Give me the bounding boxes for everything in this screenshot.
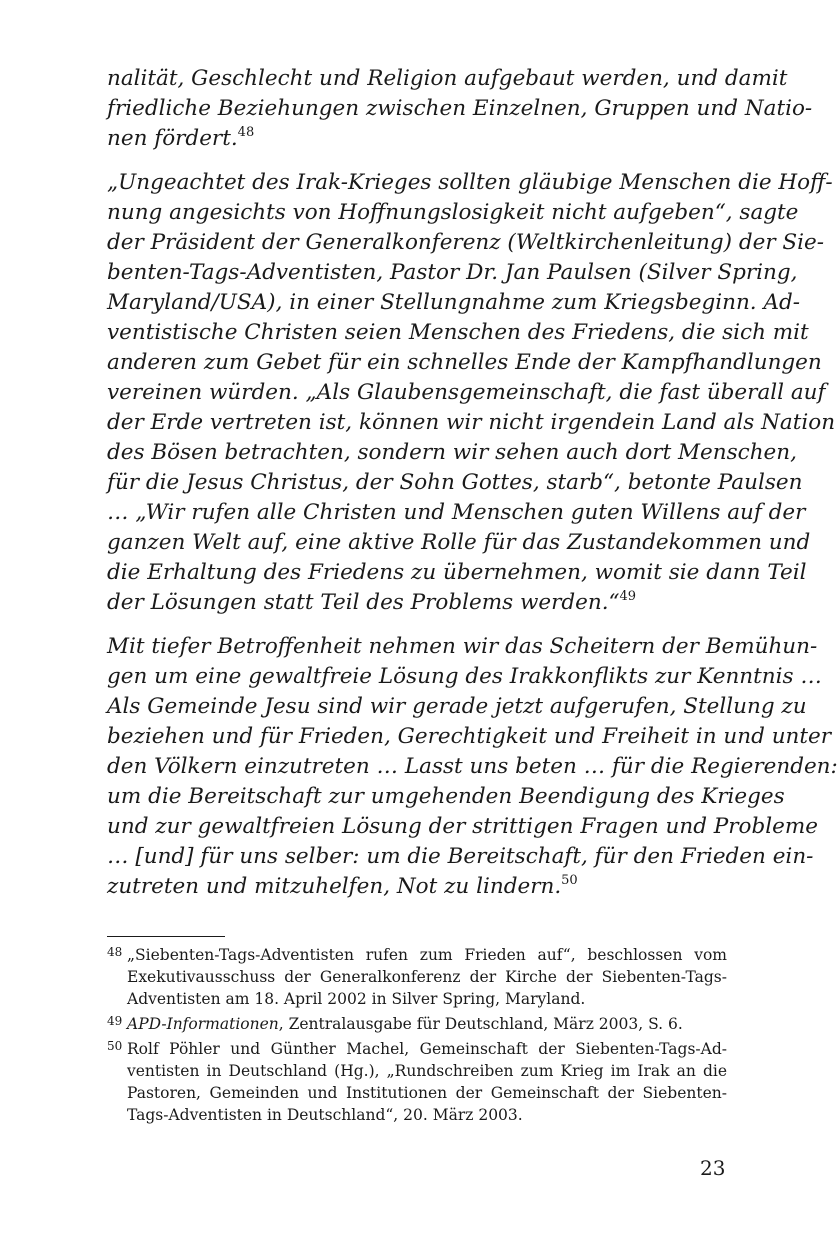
text-line: ganzen Welt auf, eine aktive Rolle für das Zustandekommen und xyxy=(107,530,811,555)
footnote-number: 49 xyxy=(107,1014,123,1028)
footnote-text: , Zentralausgabe für Deutschland, März 2003, S. 6. xyxy=(278,1015,683,1033)
text-line: der Erde vertreten ist, können wir nicht irgendein Land als Nation xyxy=(107,410,836,435)
footnote-line: Rolf Pöhler und Günther Machel, Gemeinschaft der Siebenten-Tags-Ad- xyxy=(127,1040,727,1058)
text-line: „Ungeachtet des Irak-Krieges sollten gläubige Menschen die Hoff- xyxy=(107,170,833,195)
text-line: gen um eine gewaltfreie Lösung des Irakkonflikts zur Kenntnis … xyxy=(107,664,822,689)
text-line: friedliche Beziehungen zwischen Einzelnen, Gruppen und Natio- xyxy=(107,96,813,121)
footnote-ref-49: 49 xyxy=(619,589,637,604)
footnote-ref-48: 48 xyxy=(237,125,255,140)
footnote-line: ventisten in Deutschland (Hg.), „Rundschreiben zum Krieg im Irak an die xyxy=(127,1062,727,1080)
footnote-48 xyxy=(107,944,727,1010)
footnote-line: Tags-Adventisten in Deutschland“, 20. März 2003. xyxy=(127,1106,523,1124)
footnote-number: 48 xyxy=(107,945,123,959)
text-line: um die Bereitschaft zur umgehenden Beendigung des Krieges xyxy=(107,784,785,809)
text-line: den Völkern einzutreten … Lasst uns beten … für die Regierenden: xyxy=(107,754,838,779)
text-line: … [und] für uns selber: um die Bereitschaft, für den Frieden ein- xyxy=(107,844,814,869)
publication-title: APD-Informationen xyxy=(127,1015,279,1033)
text-line: und zur gewaltfreien Lösung der strittigen Fragen und Probleme xyxy=(107,814,818,839)
footnote-line xyxy=(127,1013,727,1035)
text-line: die Erhaltung des Friedens zu übernehmen, womit sie dann Teil xyxy=(107,560,807,585)
text-line: für die Jesus Christus, der Sohn Gottes, starb“, betonte Paulsen xyxy=(107,470,803,495)
footnote-number: 50 xyxy=(107,1039,123,1053)
footnote-50 xyxy=(107,1038,727,1126)
text-line: des Bösen betrachten, sondern wir sehen auch dort Menschen, xyxy=(107,440,797,465)
text-span: zutreten und mitzuhelfen, Not zu lindern. xyxy=(107,874,562,899)
footnote-line: Adventisten am 18. April 2002 in Silver Spring, Maryland. xyxy=(127,990,586,1008)
text-line: benten-Tags-Adventisten, Pastor Dr. Jan Paulsen (Silver Spring, xyxy=(107,260,798,285)
footnote-ref-50: 50 xyxy=(561,873,578,888)
text-line xyxy=(107,872,727,902)
text-line xyxy=(107,588,727,618)
text-line: anderen zum Gebet für ein schnelles Ende der Kampfhandlungen xyxy=(107,350,822,375)
text-line: nung angesichts von Hoffnungslosigkeit nicht aufgeben“, sagte xyxy=(107,200,799,225)
footnote-line: „Siebenten-Tags-Adventisten rufen zum Frieden auf“, beschlossen vom xyxy=(127,946,727,964)
text-line xyxy=(107,124,727,154)
footnote-line: Pastoren, Gemeinden und Institutionen der Gemeinschaft der Siebenten- xyxy=(127,1084,727,1102)
text-line: ventistische Christen seien Menschen des Friedens, die sich mit xyxy=(107,320,809,345)
footnote-line: Exekutivausschuss der Generalkonferenz der Kirche der Siebenten-Tags- xyxy=(127,968,727,986)
text-line: der Präsident der Generalkonferenz (Weltkirchenleitung) der Sie- xyxy=(107,230,825,255)
text-span: der Lösungen statt Teil des Problems werden.“ xyxy=(107,590,620,615)
text-line: … „Wir rufen alle Christen und Menschen guten Willens auf der xyxy=(107,500,806,525)
text-line: Maryland/USA), in einer Stellungnahme zum Kriegsbeginn. Ad- xyxy=(107,290,801,315)
text-line: Mit tiefer Betroffenheit nehmen wir das Scheitern der Bemühun- xyxy=(107,634,818,659)
text-line: vereinen würden. „Als Glaubensgemeinschaft, die fast überall auf xyxy=(107,380,826,405)
footnote-divider xyxy=(107,936,225,937)
page-number: 23 xyxy=(700,1156,726,1180)
text-span: nen fördert. xyxy=(107,126,238,151)
footnote-49 xyxy=(107,1013,727,1035)
text-line: Als Gemeinde Jesu sind wir gerade jetzt aufgerufen, Stellung zu xyxy=(107,694,807,719)
text-line: beziehen und für Frieden, Gerechtigkeit und Freiheit in und unter xyxy=(107,724,832,749)
text-line: nalität, Geschlecht und Religion aufgebaut werden, und damit xyxy=(107,66,788,91)
